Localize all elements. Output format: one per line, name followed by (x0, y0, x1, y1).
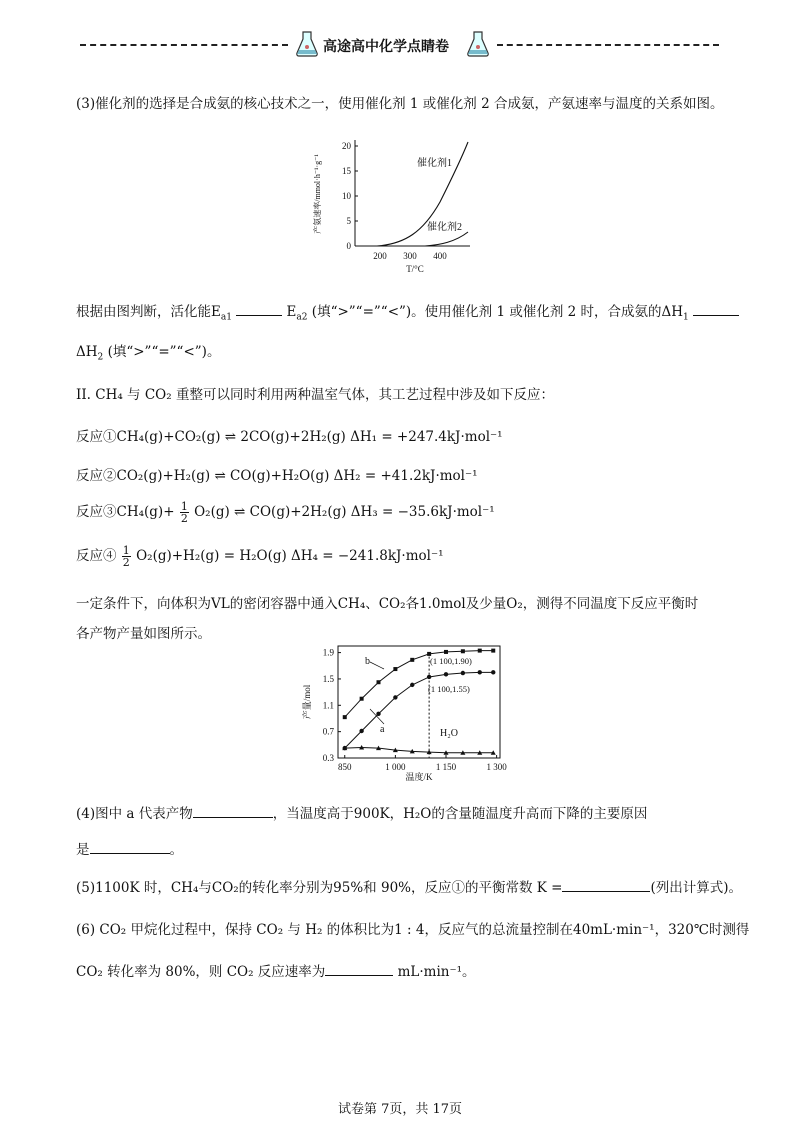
arrow-a (370, 709, 384, 724)
q3-judge-line2: $\Delta H_2$ (填“>”“=”“<”)。 (76, 344, 221, 363)
fraction-half: $\frac{1}{2}$ (180, 500, 188, 525)
chart1-xtick: 300 (403, 251, 417, 261)
data-point (393, 695, 397, 699)
data-point (461, 671, 465, 675)
answer-blank[interactable] (90, 841, 170, 854)
chart2-ytick: 1.9 (322, 647, 334, 658)
answer-blank[interactable] (693, 303, 739, 316)
chart1-ytick: 0 (346, 241, 351, 251)
reaction-4: 反应④ $\frac{1}{2}$ O₂(g)+H₂(g) = H₂O(g) ΔH₄ = −241.8kJ·mol⁻¹ (76, 544, 444, 569)
reaction-3: 反应③CH₄(g)+ $\frac{1}{2}$ O₂(g) ⇌ CO(g)+2H₂(g) ΔH₃ = −35.6kJ·mol⁻¹ (76, 500, 495, 525)
condition-line1: 一定条件下，向体积为VL的密闭容器中通入CH₄、CO₂各1.0mol及少量O₂，测得不同温度下反应平衡时 (76, 596, 699, 612)
condition-line2: 各产物产量如图所示。 (76, 626, 211, 642)
label-b: b (365, 656, 370, 667)
data-point (360, 697, 364, 701)
flask-icon (295, 30, 319, 62)
label-h2o: H₂O (440, 728, 458, 739)
chart2-xtick: 1 000 (385, 762, 406, 772)
data-point (410, 683, 414, 687)
header-dash-right (497, 44, 719, 46)
data-point (491, 649, 495, 653)
data-point (444, 650, 448, 654)
reaction-1: 反应①CH₄(g)+CO₂(g) ⇌ 2CO(g)+2H₂(g) ΔH₁ = +247.4kJ·mol⁻¹ (76, 429, 503, 445)
data-point (376, 712, 380, 716)
chart1-ytick: 10 (342, 191, 351, 201)
data-point (393, 667, 397, 671)
series-line (345, 747, 494, 752)
product-chart (290, 640, 510, 785)
chart2-ylabel: 产量/mol (302, 684, 312, 720)
chart2-xtick: 1 300 (486, 762, 507, 772)
chart2-ytick: 0.7 (322, 726, 334, 737)
q6-line1: (6) CO₂ 甲烷化过程中，保持 CO₂ 与 H₂ 的体积比为1 : 4，反应气的总流量控制在40mL·min⁻¹，320℃时测得 (76, 922, 750, 938)
series-line (345, 672, 494, 748)
q6-line2: CO₂ 转化率为 80%，则 CO₂ 反应速率为 mL·min⁻¹。 (76, 964, 476, 980)
chart2-ytick: 0.3 (322, 753, 334, 763)
answer-blank[interactable] (236, 303, 282, 316)
answer-blank[interactable] (562, 879, 650, 892)
header-title: 高途高中化学点睛卷 (323, 39, 449, 55)
fraction-half: $\frac{1}{2}$ (122, 544, 130, 569)
label-a: a (380, 724, 385, 735)
catalyst2-label: 催化剂2 (427, 222, 462, 233)
q3-text: (3)催化剂的选择是合成氨的核心技术之一，使用催化剂 1 或催化剂 2 合成氨，产氨速率与温度的关系如图。 (76, 96, 724, 112)
chart1-xticks (373, 251, 447, 261)
chart1-xtick: 400 (433, 251, 447, 261)
chart1-ylabel: 产氨速率/mmol·h⁻¹·g⁻¹ (313, 154, 322, 234)
part2-intro: II. CH₄ 与 CO₂ 重整可以同时利用两种温室气体，其工艺过程中涉及如下反应： (76, 387, 554, 403)
chart1-xtick: 200 (373, 251, 387, 261)
catalyst-chart (305, 132, 490, 282)
chart2-xtick: 1 150 (435, 762, 457, 772)
answer-blank[interactable] (193, 805, 273, 818)
chart2-xlabel: 温度/K (405, 772, 433, 782)
data-point (427, 675, 431, 679)
data-point (478, 649, 482, 653)
data-point (478, 670, 482, 674)
header-dash-left (80, 44, 288, 46)
data-point (461, 649, 465, 653)
flask-icon (466, 30, 490, 62)
annotation-1: (1 100,1.90) (430, 656, 472, 666)
chart1-ytick: 20 (342, 141, 351, 151)
page-footer: 试卷第 7页，共 17页 (337, 1102, 463, 1117)
chart2-ytick: 1.1 (322, 700, 334, 711)
chart2-ytick: 1.5 (322, 673, 334, 684)
chart1-xlabel: T/°C (406, 264, 424, 274)
q4-line2: 是 。 (76, 842, 183, 858)
catalyst2-curve (425, 232, 468, 246)
chart1-ytick: 15 (342, 166, 351, 176)
reaction-2: 反应②CO₂(g)+H₂(g) ⇌ CO(g)+H₂O(g) ΔH₂ = +41.2kJ·mol⁻¹ (76, 468, 478, 484)
answer-blank[interactable] (325, 963, 393, 976)
q3-judge-line1: 根据由图判断，活化能$E_{a1}$ $E_{a2}$ (填“>”“=”“<”)。使用催化剂 1 或催化剂 2 时，合成氨的$\Delta H_1$ (76, 300, 739, 323)
data-point (410, 658, 414, 662)
chart1-ytick: 5 (346, 216, 351, 226)
data-point (444, 672, 448, 676)
catalyst1-label: 催化剂1 (417, 158, 452, 169)
annotation-2: (1 100,1.55) (428, 684, 470, 694)
data-point (343, 715, 347, 719)
chart2-frame (338, 646, 500, 758)
chart1-yticks (342, 141, 358, 251)
data-point (377, 680, 381, 684)
data-point (491, 670, 495, 674)
q5-line: (5)1100K 时，CH₄与CO₂的转化率分别为95%和 90%，反应①的平衡常数 K = (列出计算式)。 (76, 880, 743, 896)
chart2-xtick: 850 (338, 762, 352, 772)
arrow-b (370, 662, 384, 669)
data-point (359, 729, 363, 733)
q4-line1: (4)图中 a 代表产物 ，当温度高于900K，H₂O的含量随温度升高而下降的主要原因 (76, 806, 648, 822)
